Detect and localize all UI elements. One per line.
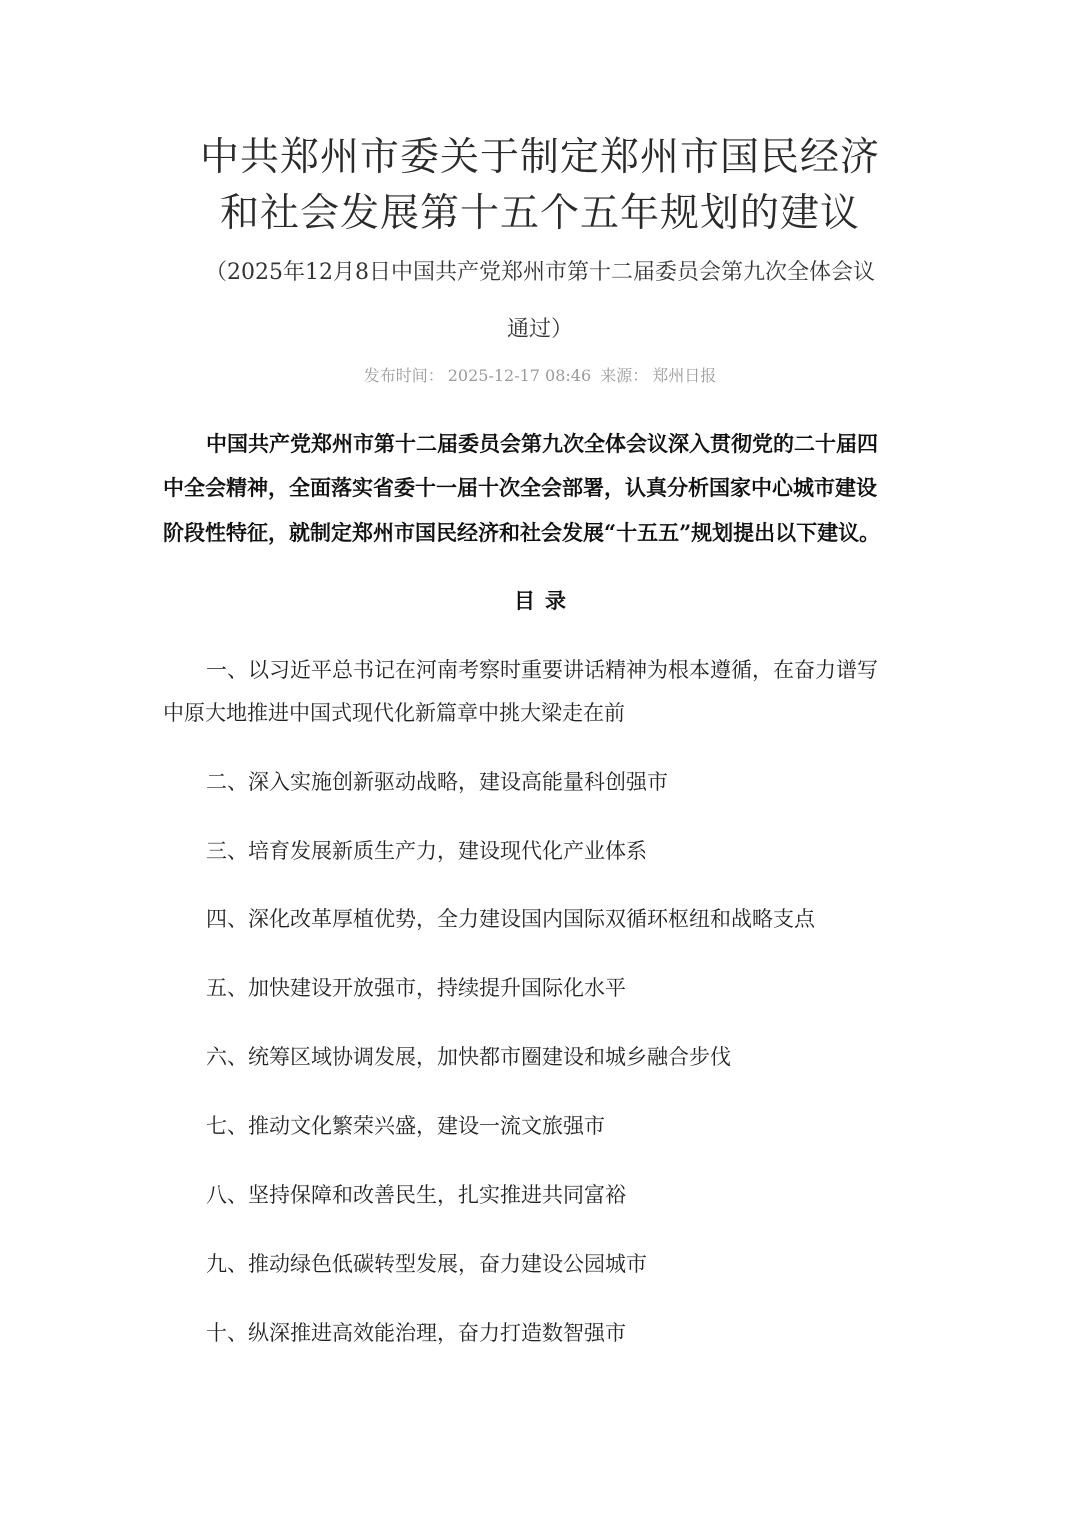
toc-item [163,1110,605,1142]
document-title-line-1: 中共郑州市委关于制定郑州市国民经济 [199,135,880,180]
toc-item [163,903,815,935]
toc-item-text: 七、推动文化繁荣兴盛，建设一流文旅强市 [206,1114,605,1138]
toc-item-text: 一、以习近平总书记在河南考察时重要讲话精神为根本遵循，在奋力谱写 [206,658,878,682]
toc-item-text: 二、深入实施创新驱动战略，建设高能量科创强市 [206,770,668,794]
document-subtitle-line-1: （2025年12月8日中国共产党郑州市第十二届委员会第九次全体会议 [205,260,875,285]
toc-item [163,766,668,798]
toc-item-text: 九、推动绿色低碳转型发展，奋力建设公园城市 [206,1252,647,1276]
toc-item-text: 三、培育发展新质生产力，建设现代化产业体系 [206,839,647,863]
toc-item-continuation: 中原大地推进中国式现代化新篇章中挑大梁走在前 [163,701,625,725]
publish-time-label: 发布时间： [363,366,444,385]
toc-item-text: 六、统筹区域协调发展，加快都市圈建设和城乡融合步伐 [206,1045,731,1069]
toc-item-text: 八、坚持保障和改善民生，扎实推进共同富裕 [206,1183,626,1207]
document-title-line-2: 和社会发展第十五个五年规划的建议 [219,191,860,236]
toc-item-text: 四、深化改革厚植优势，全力建设国内国际双循环枢纽和战略支点 [206,907,815,931]
toc-item [163,972,626,1004]
toc-item [163,1179,626,1211]
intro-paragraph-line: 中全会精神，全面落实省委十一届十次全会部署，认真分析国家中心城市建设 [163,475,877,500]
toc-item [163,1041,731,1073]
toc-item-text: 五、加快建设开放强市，持续提升国际化水平 [206,976,626,1000]
document-subtitle-line-2: 通过） [506,317,573,342]
toc-item [163,835,647,867]
toc-item [163,1317,626,1349]
toc-item [163,1248,647,1280]
intro-paragraph-line: 中国共产党郑州市第十二届委员会第九次全体会议深入贯彻党的二十届四 [206,431,878,456]
publish-meta [0,363,1080,389]
intro-paragraph-line: 阶段性特征，就制定郑州市国民经济和社会发展“十五五”规划提出以下建议。 [163,520,881,545]
publish-time: 2025-12-17 08:46 [447,366,592,385]
toc-heading: 目录 [514,588,576,613]
source-name: 郑州日报 [652,366,717,385]
toc-item-text: 十、纵深推进高效能治理，奋力打造数智强市 [206,1321,626,1345]
toc-item [163,654,878,729]
source-label: 来源： [600,366,649,385]
